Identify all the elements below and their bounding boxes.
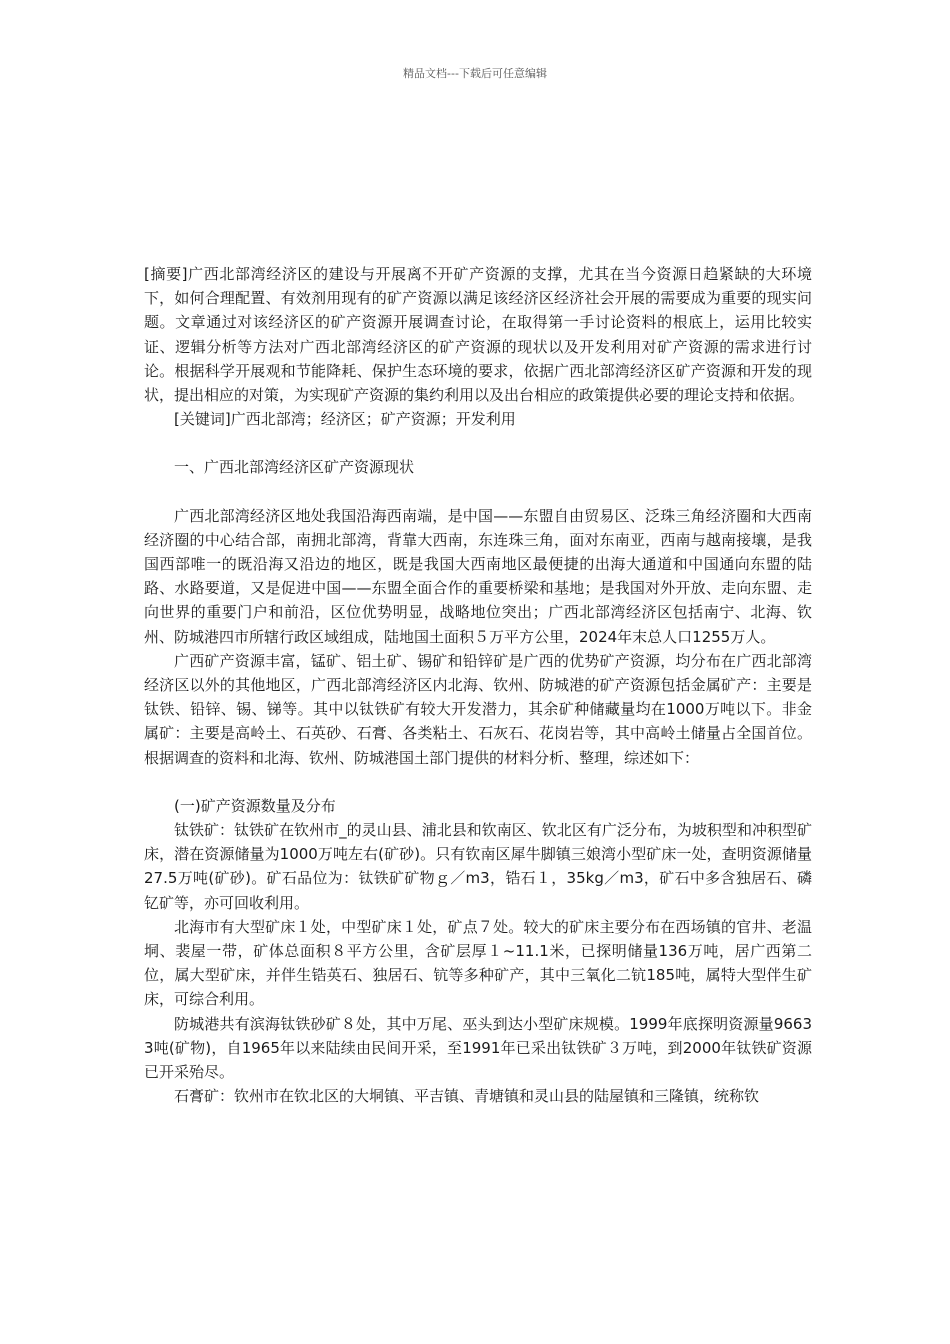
body-paragraph: 钛铁矿：钛铁矿在钦州市_的灵山县、浦北县和钦南区、钦北区有广泛分布，为坡积型和冲积型矿床，潜在资源储量为1000万吨左右(矿砂)。只有钦南区犀牛脚镇三娘湾小型矿床一处，查明资源储量27.5万吨(矿砂)。矿石品位为：钛铁矿矿物ｇ／m3，锆石１，35kg／m3，矿石中多含独居石、磷钇矿等，亦可回收利用。 <box>144 821 812 912</box>
body-paragraph: 北海市有大型矿床１处，中型矿床１处，矿点７处。较大的矿床主要分布在西场镇的官井、老温垌、裴屋一带，矿体总面积８平方公里，含矿层厚１~11.1米，已探明储量136万吨，居广西第二位，属大型矿床，并伴生锆英石、独居石、钪等多种矿产，其中三氧化二钪185吨，属特大型伴生矿床，可综合利用。 <box>144 917 812 1009</box>
spacer <box>144 770 812 794</box>
keywords-paragraph: [关键词]广西北部湾；经济区；矿产资源；开发利用 <box>174 410 516 429</box>
abstract-paragraph: [摘要]广西北部湾经济区的建设与开展离不开矿产资源的支撑，尤其在当今资源日趋紧缺的大环境下，如何合理配置、有效剂用现有的矿产资源以满足该经济区经济社会开展的需要成为重要的现实问题。文章通过对该经济区的矿产资源开展调查讨论，在取得第一手讨论资料的根底上，运用比较实证、逻辑分析等方法对广西北部湾经济区的矿产资源的现状以及开发利用对矿产资源的需求进行讨论。根据科学开展观和节能降耗、保护生态环境的要求，依据广西北部湾经济区矿产资源和开发的现状，提出相应的对策，为实现矿产资源的集约利用以及出台相应的政策提供必要的理论支持和依据。 <box>144 265 812 405</box>
section-heading: 一、广西北部湾经济区矿产资源现状 <box>174 458 415 477</box>
body-paragraph: 防城港共有滨海钛铁砂矿８处，其中万尾、巫头到达小型矿床规模。1999年底探明资源量96633吨(矿物)，自1965年以来陆续由民间开采，至1991年已采出钛铁矿３万吨，到2000年钛铁矿资源已开采殆尽。 <box>144 1014 812 1082</box>
body-paragraph: 石膏矿：钦州市在钦北区的大垌镇、平吉镇、青塘镇和灵山县的陆屋镇和三隆镇，统称钦 <box>174 1087 760 1106</box>
page-header: 精品文档---下载后可任意编辑 <box>403 67 547 80</box>
document-body <box>144 262 812 1109</box>
body-paragraph: 广西矿产资源丰富，锰矿、铝土矿、锡矿和铅锌矿是广西的优势矿产资源，均分布在广西北部湾经济区以外的其他地区，广西北部湾经济区内北海、钦州、防城港的矿产资源包括金属矿产：主要是钛铁、铅锌、锡、锑等。其中以钛铁矿有较大开发潜力，其余矿种储藏量均在1000万吨以下。非金属矿：主要是高岭土、石英砂、石膏、各类粘土、石灰石、花岗岩等，其中高岭土储量占全国首位。根据调查的资料和北海、钦州、防城港国土部门提供的材料分析、整理，综述如下： <box>144 651 812 767</box>
subsection-heading: (一)矿产资源数量及分布 <box>174 796 336 815</box>
spacer <box>144 431 812 455</box>
body-paragraph: 广西北部湾经济区地处我国沿海西南端，是中国——东盟自由贸易区、泛珠三角经济圈和大西南经济圈的中心结合部，南拥北部湾，背靠大西南，东连珠三角，面对东南亚，西南与越南接壤，是我国西部唯一的既沿海又沿边的地区，既是我国大西南地区最便捷的出海大通道和中国通向东盟的陆路、水路要道，又是促进中国——东盟全面合作的重要桥梁和基地；是我国对外开放、走向东盟、走向世界的重要门户和前沿，区位优势明显，战略地位突出；广西北部湾经济区包括南宁、北海、钦州、防城港四市所辖行政区域组成，陆地国土面积５万平方公里，2024年末总人口1255万人。 <box>144 506 812 646</box>
spacer <box>144 480 812 504</box>
